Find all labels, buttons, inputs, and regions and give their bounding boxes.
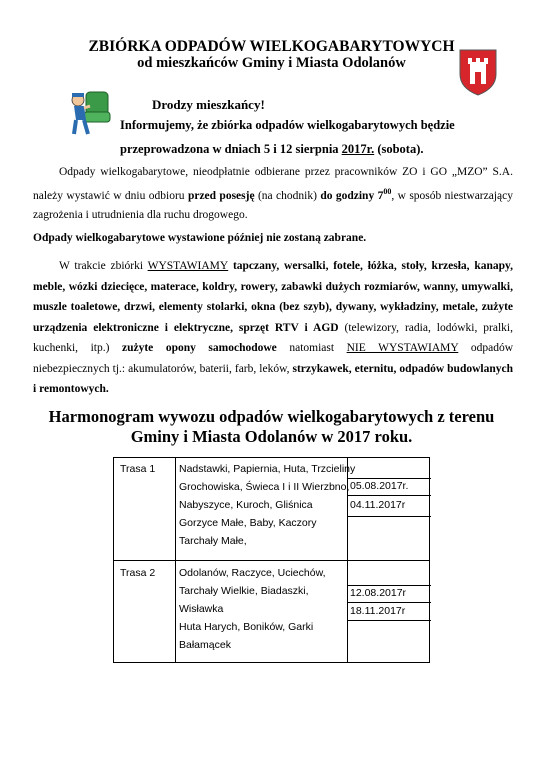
place-line: Nadstawki, Papiernia, Huta, Trzcieliny: [179, 463, 356, 475]
route-2-places: [179, 564, 326, 654]
p3-text-1: W trakcie zbiórki: [59, 260, 148, 272]
route-2-name: Trasa 2: [120, 567, 156, 579]
mascot-carrying-armchair-icon: [66, 86, 114, 138]
schedule-title: Harmonogram wywozu odpadów wielkogabarytowych z terenu: [48, 407, 495, 426]
p3-text-4: odpadów niebezpiecznych tj.: akumulatorów, baterii, farb, leków,: [33, 342, 513, 375]
info-dates: przeprowadzona w dniach 5 i 12 sierpnia: [120, 142, 342, 156]
p1-text-3: , w sposób niestwarzający zagrożenia i utrudnienia dla ruchu drogowego.: [33, 189, 513, 221]
document-title: ZBIÓRKA ODPADÓW WIELKOGABARYTOWYCH: [88, 38, 455, 55]
p3-text-3: natomiast: [276, 342, 347, 354]
route-1-places: [179, 460, 355, 550]
p3-underline-2: NIE WYSTAWIAMY: [346, 342, 459, 354]
info-year: 2017r.: [341, 142, 375, 156]
schedule-subtitle: Gminy i Miasta Odolanów w 2017 roku.: [130, 427, 413, 446]
document-subtitle: od mieszkańców Gminy i Miasta Odolanów: [137, 55, 406, 71]
p1-bold-2: do godziny 7: [320, 189, 384, 202]
p1-text-2: (na chodnik): [254, 189, 321, 202]
place-line: Nabyszyce, Kuroch, Gliśnica: [179, 499, 313, 511]
place-line: Odolanów, Raczyce, Uciechów,: [179, 567, 326, 579]
p3-bold-2: wózki dziecięce, materace, koldry, rowery, zabawki dużych rozmiarów, wanny, umywalki, muszle toaletowe, drzwi, elementy stolarki, okna (bez szyb), dywany, wykładziny, metale, zużyte urządzenia elektroniczne i elektryczne, sprzęt RTV i AGD: [33, 280, 513, 334]
greeting: Drodzy mieszkańcy!: [152, 97, 265, 112]
route-2-dates: [347, 560, 431, 664]
schedule-table: [113, 457, 430, 663]
route-2-date-2: 18.11.2017r: [350, 605, 406, 617]
place-line: Huta Harych, Boników, Garki: [179, 621, 314, 633]
info-day: (sobota).: [374, 142, 424, 156]
route-1-date-1: 05.08.2017r.: [350, 480, 409, 492]
place-line: Bałamącek: [179, 639, 231, 651]
coat-of-arms-icon: [458, 48, 498, 96]
info-line-1: Informujemy, że zbiórka odpadów wielkogabarytowych będzie: [120, 118, 455, 132]
p1-sup: 00: [383, 187, 392, 196]
p3-text-2: (telewizory, radia, lodówki, pralki, kuchenki, itp.): [33, 321, 513, 354]
place-line: Grochowiska, Świeca I i II Wierzbno,: [179, 481, 350, 493]
place-line: Tarchały Wielkie, Biadaszki,: [179, 585, 309, 597]
route-1-date-2: 04.11.2017r: [350, 499, 406, 511]
p3-bold-1: tapczany, wersalki, fotele, łóżka, stoły, krzesła, kanapy, meble,: [33, 260, 514, 293]
place-line: Tarchały Małe,: [179, 535, 247, 547]
paragraph-accepted-items: [33, 256, 513, 400]
paragraph-late-waste: Odpady wielkogabarytowe wystawione później nie zostaną zabrane.: [33, 232, 367, 244]
p3-bold-3: zużyte opony samochodowe: [121, 342, 277, 354]
route-2-date-1: 12.08.2017r: [350, 587, 407, 599]
route-1-name: Trasa 1: [120, 463, 156, 475]
place-line: Wisławka: [179, 603, 224, 615]
route-1-dates: [347, 458, 431, 560]
paragraph-collection-rules: [33, 163, 513, 225]
p3-underline-1: WYSTAWIAMY: [147, 260, 229, 272]
p1-text-1: Odpady wielkogabarytowe, nieodpłatnie odbierane przez pracowników ZO i GO „MZO” S.A. należy wystawić w dniu odbioru: [33, 166, 513, 202]
p1-bold-1: przed posesję: [187, 189, 255, 202]
p3-bold-4: strzykawek, eternitu, odpadów budowlanych i remontowych.: [33, 362, 513, 395]
place-line: Gorzyce Małe, Baby, Kaczory: [179, 517, 317, 529]
info-line-2: [120, 142, 424, 157]
